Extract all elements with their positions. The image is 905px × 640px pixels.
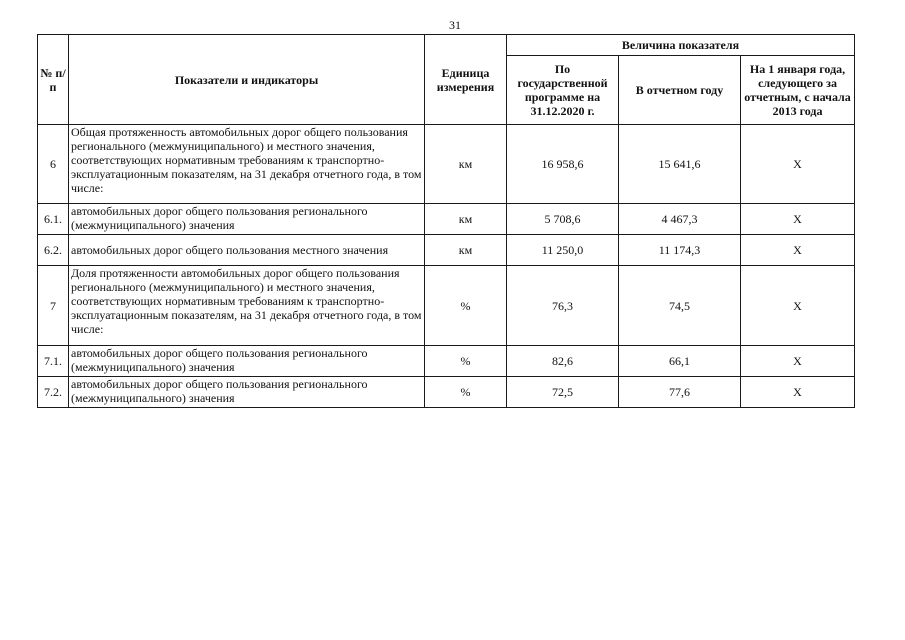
reporting-value: 77,6 bbox=[619, 377, 741, 408]
indicator-name: автомобильных дорог общего пользования регионального (межмуниципального) значения bbox=[69, 346, 425, 377]
indicator-name: Доля протяженности автомобильных дорог общего пользования регионального (межмуниципального) и местного значения, соответствующих нормативным требованиям к транспортно-эксплуатационным показателям, на 31 декабря отчетного года, в том числе: bbox=[69, 266, 425, 346]
unit-cell: % bbox=[425, 346, 507, 377]
indicator-name: автомобильных дорог общего пользования регионального (межмуниципального) значения bbox=[69, 377, 425, 408]
program-value: 5 708,6 bbox=[507, 204, 619, 235]
start-value: Х bbox=[741, 266, 855, 346]
page-number: 31 bbox=[449, 18, 461, 32]
unit-cell: % bbox=[425, 377, 507, 408]
program-value: 76,3 bbox=[507, 266, 619, 346]
unit-cell: км bbox=[425, 125, 507, 204]
program-value: 82,6 bbox=[507, 346, 619, 377]
start-value: Х bbox=[741, 204, 855, 235]
unit-cell: км bbox=[425, 204, 507, 235]
header-reporting: В отчетном году bbox=[619, 56, 741, 125]
header-num: № п/п bbox=[38, 35, 69, 125]
header-unit: Единица измерения bbox=[425, 35, 507, 125]
row-number: 7.1. bbox=[38, 346, 69, 377]
program-value: 16 958,6 bbox=[507, 125, 619, 204]
program-value: 72,5 bbox=[507, 377, 619, 408]
row-number: 7.2. bbox=[38, 377, 69, 408]
table-row bbox=[38, 204, 855, 235]
indicators-table bbox=[37, 34, 855, 408]
row-number: 6 bbox=[38, 125, 69, 204]
header-indicator: Показатели и индикаторы bbox=[69, 35, 425, 125]
row-number: 6.2. bbox=[38, 235, 69, 266]
reporting-value: 66,1 bbox=[619, 346, 741, 377]
indicator-name: Общая протяженность автомобильных дорог общего пользования регионального (межмуниципального) и местного значения, соответствующих нормативным требованиям к транспортно-эксплуатационным показателям, на 31 декабря отчетного года, в том числе: bbox=[69, 125, 425, 204]
unit-cell: % bbox=[425, 266, 507, 346]
indicator-name: автомобильных дорог общего пользования местного значения bbox=[69, 235, 425, 266]
indicator-name: автомобильных дорог общего пользования регионального (межмуниципального) значения bbox=[69, 204, 425, 235]
row-number: 6.1. bbox=[38, 204, 69, 235]
reporting-value: 15 641,6 bbox=[619, 125, 741, 204]
start-value: Х bbox=[741, 125, 855, 204]
table-row bbox=[38, 266, 855, 346]
program-value: 11 250,0 bbox=[507, 235, 619, 266]
start-value: Х bbox=[741, 235, 855, 266]
reporting-value: 11 174,3 bbox=[619, 235, 741, 266]
row-number: 7 bbox=[38, 266, 69, 346]
header-value-group: Величина показателя bbox=[507, 35, 855, 56]
header-program: По государственной программе на 31.12.2020 г. bbox=[507, 56, 619, 125]
unit-cell: км bbox=[425, 235, 507, 266]
reporting-value: 74,5 bbox=[619, 266, 741, 346]
table-row bbox=[38, 125, 855, 204]
table-row bbox=[38, 377, 855, 408]
start-value: Х bbox=[741, 346, 855, 377]
header-start: На 1 января года, следующего за отчетным, с начала 2013 года bbox=[741, 56, 855, 125]
table-row bbox=[38, 346, 855, 377]
reporting-value: 4 467,3 bbox=[619, 204, 741, 235]
start-value: Х bbox=[741, 377, 855, 408]
table-row bbox=[38, 235, 855, 266]
